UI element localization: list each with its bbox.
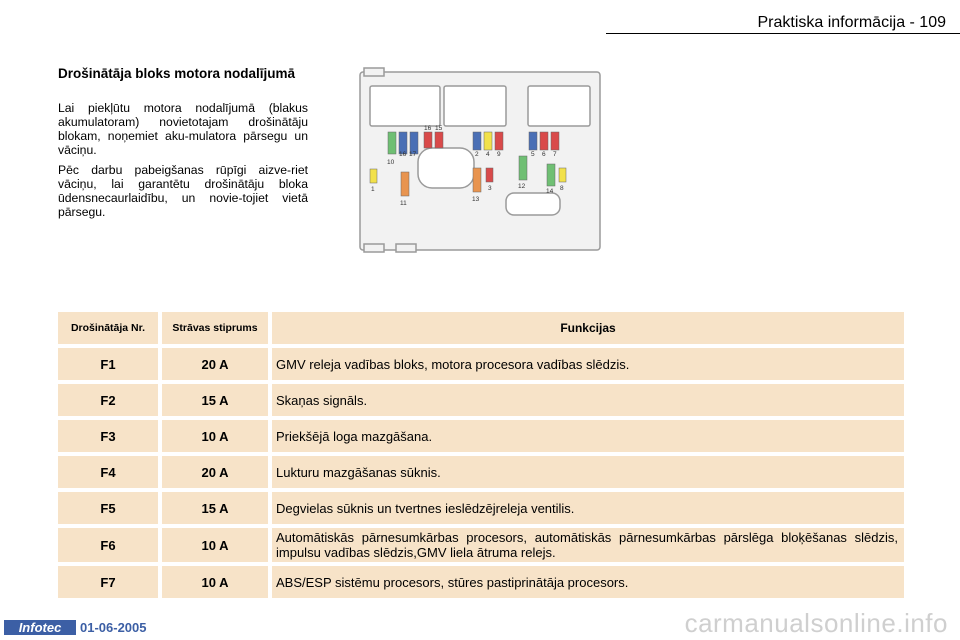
table-row [58,528,904,562]
fuse-7 [551,132,559,150]
fuse-6 [540,132,548,150]
section-title: Drošinātāja bloks motora nodalījumā [58,66,296,81]
label-12: 12 [518,183,526,190]
fuse-15-a [424,132,432,148]
paragraph-access: Lai piekļūtu motora nodalījumā (blakus akumulatoram) novietotajam drošinātāju blokam, noņemiet aku-mulatora pārsegu un vāciņu. [58,101,308,157]
table-row [58,566,904,598]
fuse-current: 15 A [158,492,268,524]
fuse-current: 10 A [158,528,268,562]
paragraph-close: Pēc darbu pabeigšanas rūpīgi aizve-riet vāciņu, lai garantētu drošinātāju bloka ūdensnecaurlaidību, un novie-tojiet vietā pārsegu. [58,163,308,219]
label-13: 13 [472,196,480,203]
fuse-number: F1 [58,348,158,380]
table-row [58,348,904,380]
infotec-logo: Infotec [4,620,76,635]
watermark: carmanualsonline.info [684,608,948,638]
footer-date: 01-06-2005 [80,620,147,635]
fuse-table [58,308,904,602]
table-row [58,492,904,524]
fuse-1 [370,169,377,183]
fuse-12 [519,156,527,180]
fuse-10 [388,132,396,154]
fuse-current: 20 A [158,348,268,380]
label-4: 4 [486,151,490,158]
fuse-function: ABS/ESP sistēmu procesors, stūres pastiprinātāja procesors. [268,566,904,598]
fuse-function: Skaņas signāls. [268,384,904,416]
header-fuse-number: Drošinātāja Nr. [58,312,158,344]
header-functions: Funkcijas [268,312,904,344]
label-3: 3 [488,185,492,192]
fuse-number: F7 [58,566,158,598]
fuse-5 [529,132,537,150]
table-row [58,456,904,488]
fuse-function: Lukturu mazgāšanas sūknis. [268,456,904,488]
fuse-15-b [435,132,443,148]
fuse-2 [473,132,481,150]
label-9: 9 [497,151,501,158]
fuse-number: F2 [58,384,158,416]
fuse-current: 20 A [158,456,268,488]
label-10: 10 [387,159,395,166]
fuse-current: 10 A [158,420,268,452]
fuse-14 [547,164,555,186]
label-1: 1 [371,186,375,193]
label-16: 16 [399,151,407,158]
fuse-function: Degvielas sūknis un tvertnes ieslēdzējreleja ventilis. [268,492,904,524]
label-6: 6 [542,151,546,158]
page-header: Praktiska informācija - 109 [757,14,946,31]
fuse-function: Automātiskās pārnesumkārbas procesors, automātiskās pārnesumkārbas pārslēga bloķēšanas slēdzis, impulsu vadības slēdzis,GMV liela ātruma relejs. [268,528,904,562]
label-5: 5 [531,151,535,158]
table-header-row [58,312,904,344]
label-8: 8 [560,185,564,192]
fuse-number: F6 [58,528,158,562]
label-16-top: 16 [424,125,432,132]
fuse-11 [401,172,409,196]
header-rule [606,33,960,34]
fuse-number: F5 [58,492,158,524]
fuse-current: 10 A [158,566,268,598]
body-text [58,101,308,225]
label-11: 11 [400,200,407,207]
table-row [58,420,904,452]
label-17: 17 [409,151,417,158]
fuse-number: F3 [58,420,158,452]
label-7: 7 [553,151,557,158]
fuse-4 [484,132,492,150]
fuse-current: 15 A [158,384,268,416]
fuse-3 [486,168,493,182]
label-14: 14 [546,188,554,195]
header-current: Strāvas stiprums [158,312,268,344]
fuse-function: GMV releja vadības bloks, motora procesora vadības slēdzis. [268,348,904,380]
label-15: 15 [435,125,443,132]
fuse-8 [559,168,566,182]
fuse-function: Priekšējā loga mazgāšana. [268,420,904,452]
fuse-number: F4 [58,456,158,488]
fuse-13 [473,168,481,192]
label-2: 2 [475,151,479,158]
table-row [58,384,904,416]
fuse-9 [495,132,503,150]
fuse-box-diagram [358,66,604,254]
